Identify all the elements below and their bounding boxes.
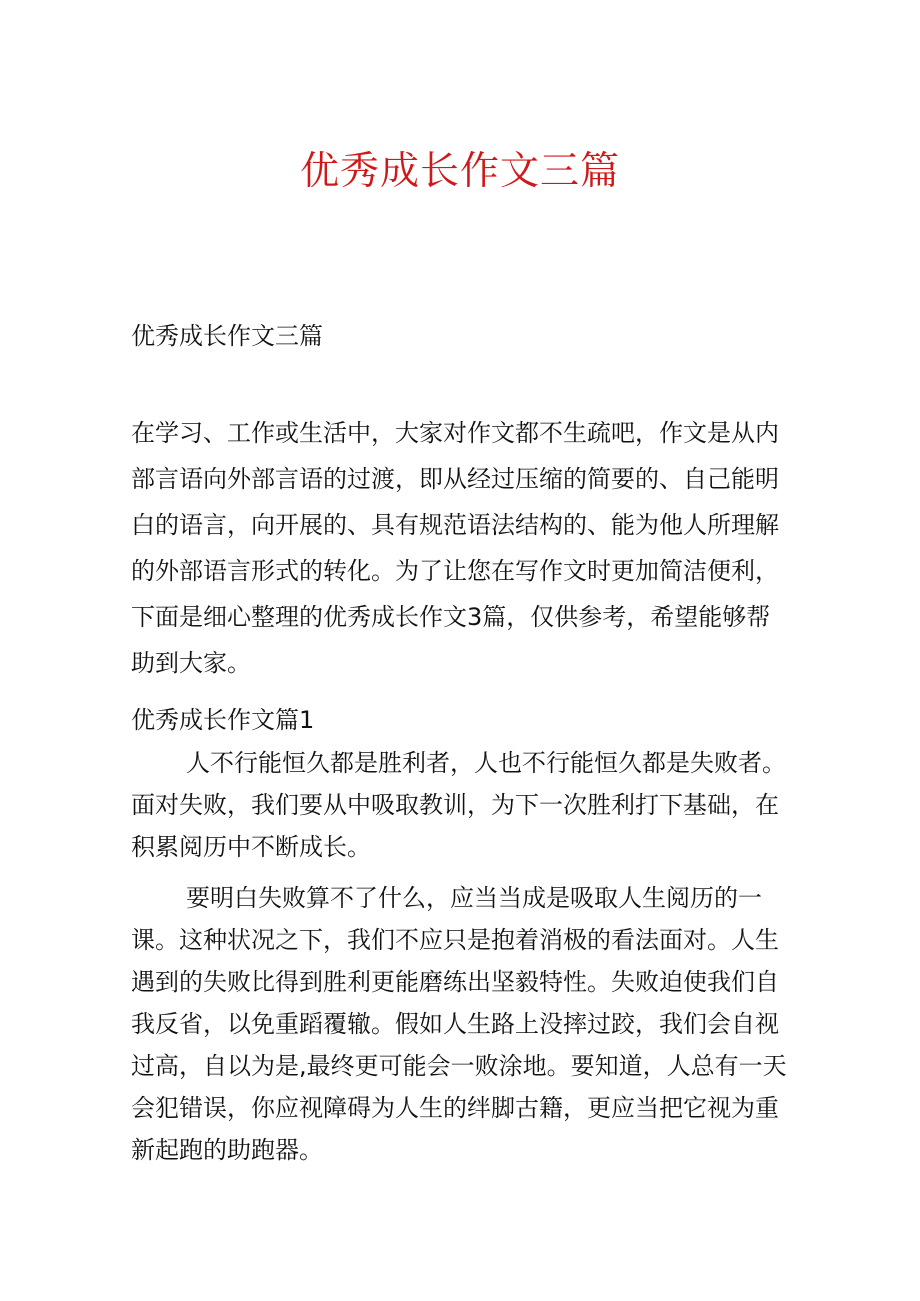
essay-paragraph-2: 要明白失败算不了什么，应当当成是吸取人生阅历的一课。这种状况之下，我们不应只是抱着消极的看法面对。人生遇到的失败比得到胜利更能磨练出坚毅特性。失败迫使我们自我反省，以免重蹈覆辙。假如人生路上没摔过跤，我们会自视过高，自以为是,最终更可能会一败涂地。要知道，人总有一天会犯错误，你应视障碍为人生的绊脚古籍，更应当把它视为重新起跑的助跑器。 — [131, 884, 787, 1164]
section-heading: 优秀成长作文篇1 — [131, 706, 315, 734]
intro-paragraph: 在学习、工作或生活中，大家对作文都不生疏吧，作文是从内部言语向外部言语的过渡，即从经过压缩的简要的、自己能明白的语言，向开展的、具有规范语法结构的、能为他人所理解的外部语言形式的转化。为了让您在写作文时更加简洁便利，下面是细心整理的优秀成长作文3篇，仅供参考，希望能够帮助到大家。 — [131, 419, 779, 677]
document-subtitle: 优秀成长作文三篇 — [131, 322, 323, 350]
essay-body — [131, 742, 793, 1180]
essay-paragraph-1: 人不行能恒久都是胜利者，人也不行能恒久都是失败者。面对失败，我们要从中吸取教训，为下一次胜利打下基础，在积累阅历中不断成长。 — [131, 749, 786, 861]
document-title: 优秀成长作文三篇 — [299, 149, 620, 194]
